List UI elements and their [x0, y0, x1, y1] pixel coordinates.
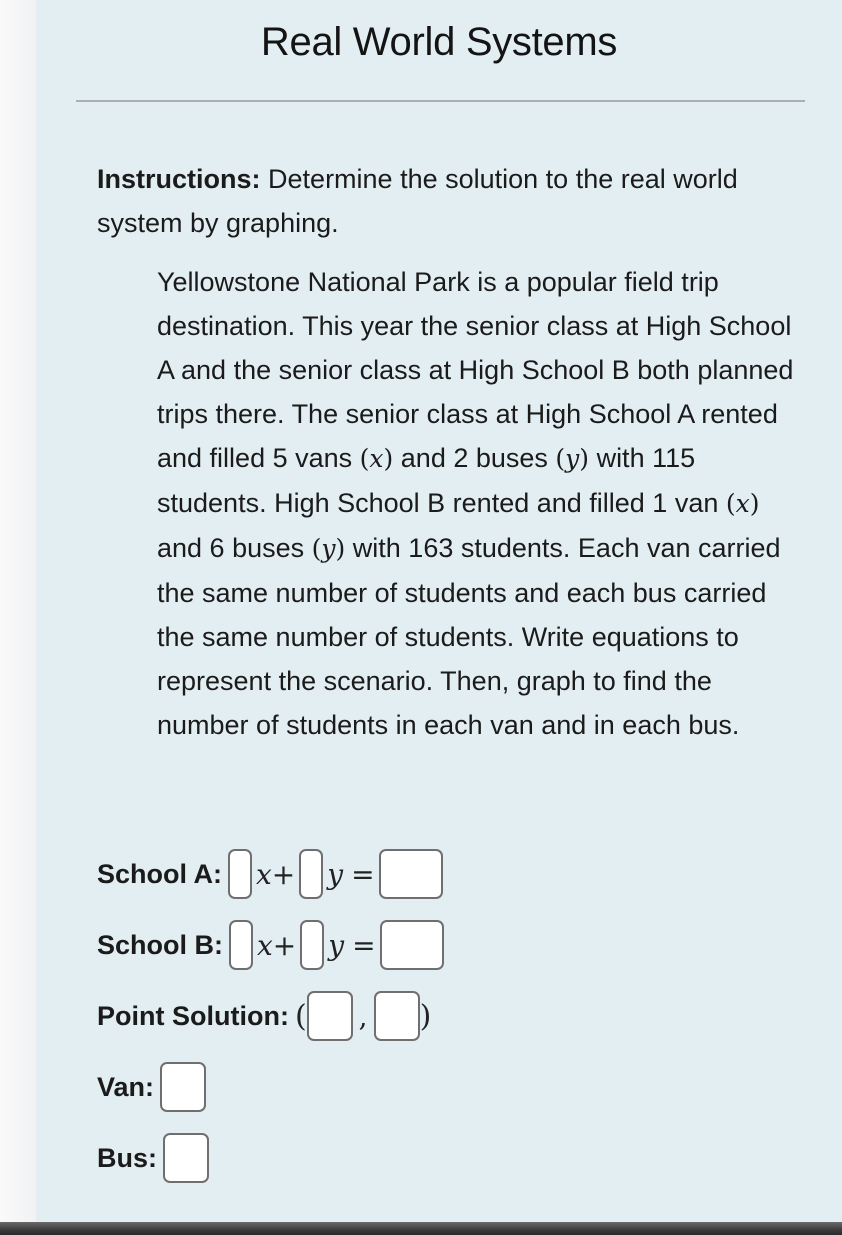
problem-text — [157, 260, 797, 747]
left-margin — [0, 0, 36, 1235]
instructions-label: Instructions: — [97, 164, 261, 194]
school-a-y-coefficient-input[interactable] — [299, 849, 323, 899]
paren-open: ( — [359, 444, 370, 473]
page-title: Real World Systems — [260, 20, 618, 64]
school-b-x-coefficient-input[interactable] — [229, 920, 253, 970]
paren-open: ( — [555, 444, 566, 473]
paren-close: ) — [335, 534, 346, 563]
school-b-label: School B: — [97, 929, 223, 960]
title-divider — [76, 100, 805, 102]
van-input[interactable] — [160, 1062, 206, 1112]
point-solution — [97, 988, 431, 1044]
point-open-paren: ( — [294, 998, 307, 1034]
paren-open: ( — [725, 489, 736, 518]
bus-answer — [97, 1130, 209, 1186]
window-bottom-edge — [0, 1222, 842, 1235]
school-a-label: School A: — [97, 858, 222, 889]
var-x: x — [369, 444, 384, 473]
var-y: y — [321, 534, 336, 563]
paren-close: ) — [383, 444, 394, 473]
point-close-paren: ) — [419, 998, 432, 1034]
school-b-y-coefficient-input[interactable] — [300, 920, 324, 970]
problem-part-1: Yellowstone National Park is a popular field trip destination. This year the senior class at High School A and the senior class at High School B both planned trips there. The senior class at High School A rented and filled 5 vans — [157, 267, 794, 473]
y-term: y — [327, 857, 344, 891]
van-answer — [97, 1059, 206, 1115]
var-x: x — [735, 489, 750, 518]
problem-part-4: and 6 buses — [157, 533, 312, 563]
problem-part-5: with 163 students. Each van carried the same number of students and each bus carried the same number of students. Write equations to represent the scenario. Then, graph to find the number of students in each van and in each bus. — [157, 533, 781, 740]
problem-part-3: with 115 students. High School B rented and filled 1 van — [157, 443, 726, 518]
bus-input[interactable] — [163, 1133, 209, 1183]
school-b-total-input[interactable] — [380, 920, 444, 970]
point-y-input[interactable] — [374, 991, 420, 1041]
paren-open: ( — [311, 534, 322, 563]
problem-part-2: and 2 buses — [393, 443, 556, 473]
bus-label: Bus: — [97, 1142, 157, 1173]
van-label: Van: — [97, 1071, 155, 1102]
school-a-total-input[interactable] — [379, 849, 443, 899]
instructions-text: Determine the solution to the real world system by graphing. — [97, 164, 738, 238]
school-b-equation — [97, 917, 444, 973]
var-y: y — [565, 444, 580, 473]
instructions — [97, 157, 797, 245]
point-comma: , — [358, 999, 368, 1033]
x-term: x+ — [256, 857, 296, 891]
equals-sign: = — [351, 857, 375, 891]
point-x-input[interactable] — [307, 991, 353, 1041]
x-term: x+ — [257, 928, 297, 962]
equals-sign: = — [352, 928, 376, 962]
point-solution-label: Point Solution: — [97, 1000, 289, 1031]
school-a-x-coefficient-input[interactable] — [228, 849, 252, 899]
paren-close: ) — [749, 489, 760, 518]
paren-close: ) — [579, 444, 590, 473]
school-a-equation — [97, 846, 443, 902]
y-term: y — [328, 928, 345, 962]
